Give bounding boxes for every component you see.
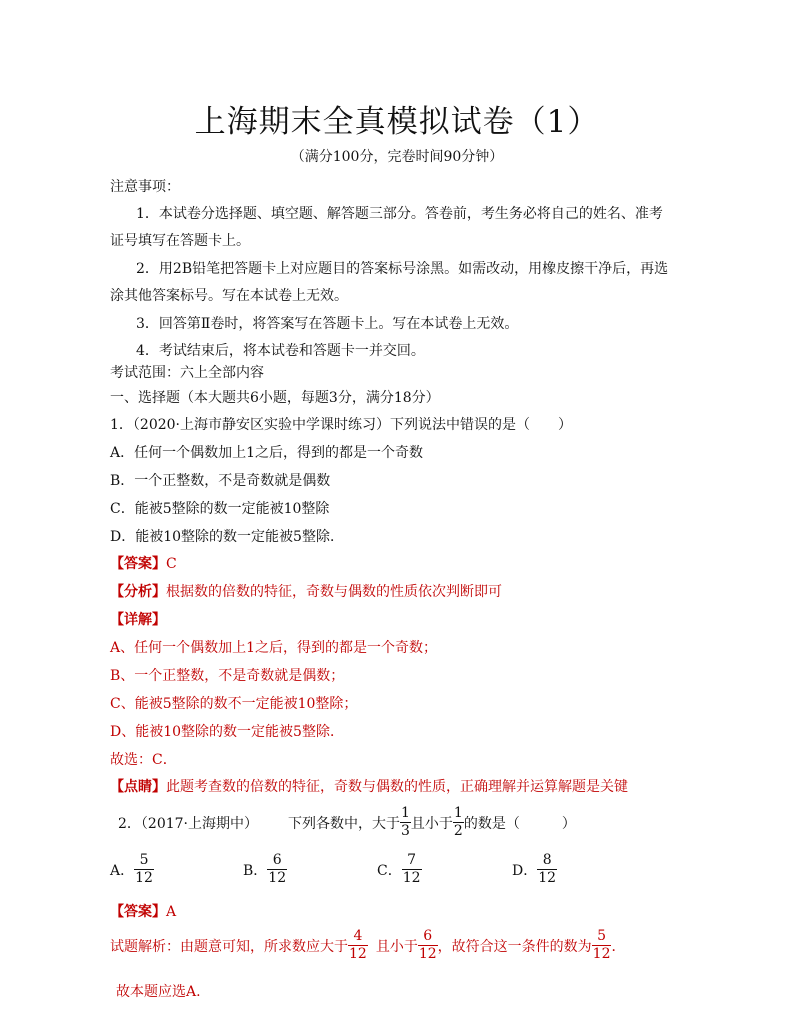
detail-label: 【详解】: [110, 612, 166, 628]
analysis-text: 根据数的倍数的特征，奇数与偶数的性质依次判断即可: [166, 584, 502, 600]
question-2-text: 的数是（ ）: [463, 815, 576, 832]
exam-scope: 考试范围：六上全部内容: [110, 365, 264, 381]
notes-heading: 注意事项：: [110, 179, 180, 195]
detail-line: D、能被10整除的数一定能被5整除．: [110, 724, 344, 740]
fraction: $\frac{5}{12}$: [592, 928, 611, 962]
fraction: $\frac{4}{12}$: [349, 928, 367, 962]
section-heading: 一、选择题（本大题共6小题，每题3分，满分18分）: [110, 390, 440, 406]
question-1-option-b: B．一个正整数，不是奇数就是偶数: [110, 473, 331, 489]
detail-line: A、任何一个偶数加上1之后，得到的都是一个奇数；: [110, 640, 438, 656]
question-2-prefix: 2．（2017·上海期中）: [118, 815, 258, 832]
analysis-label: 【分析】: [110, 584, 166, 600]
question-2-option-d: D． $\frac{8}{12}$: [512, 852, 557, 886]
note-line: 涂其他答案标号。写在本试卷上无效。: [110, 288, 348, 304]
question-1-stem: 1．（2020·上海市静安区实验中学课时练习）下列说法中错误的是（ ）: [110, 417, 572, 433]
fraction: $\frac{8}{12}$: [538, 852, 557, 886]
question-1-comment: [110, 776, 628, 796]
detail-line: B、一个正整数，不是奇数就是偶数；: [110, 668, 345, 684]
question-1-option-d: D．能被10整除的数一定能被5整除．: [110, 529, 344, 545]
detail-line: C、能被5整除的数不一定能被10整除；: [110, 696, 358, 712]
question-2-option-b: B． $\frac{6}{12}$: [243, 852, 287, 886]
answer-value: C: [166, 556, 177, 572]
question-2-final: 故本题应选A.: [116, 984, 201, 1000]
fraction: $\frac{5}{12}$: [135, 852, 153, 886]
question-2-option-c: C． $\frac{7}{12}$: [377, 852, 421, 886]
question-1-conclusion: 故选：C．: [110, 752, 177, 768]
question-1-answer: [110, 553, 177, 573]
note-line: 3．回答第Ⅱ卷时，将答案写在答题卡上。写在本试卷上无效。: [136, 316, 519, 332]
question-1-option-c: C．能被5整除的数一定能被10整除: [110, 501, 330, 517]
page-title: 上海期末全真模拟试卷（1）: [194, 104, 600, 140]
question-1-option-a: A．任何一个偶数加上1之后，得到的都是一个奇数: [110, 445, 424, 461]
fraction: $\frac{1}{3}$: [401, 805, 410, 839]
fraction: $\frac{7}{12}$: [402, 852, 421, 886]
page-subtitle: （满分100分，完卷时间90分钟）: [290, 149, 504, 165]
note-line: 4．考试结束后，将本试卷和答题卡一并交回。: [136, 343, 425, 359]
answer-label: 【答案】: [110, 904, 166, 920]
fraction: $\frac{6}{12}$: [268, 852, 287, 886]
question-2-text: 下列各数中，大于: [288, 815, 400, 832]
comment-text: 此题考查数的倍数的特征，奇数与偶数的性质，正确理解并运算解题是关键: [166, 779, 628, 795]
question-2-solution: 试题解析：由题意可知，所求数应大于 $\frac{4}{12}$ 且小于 $\frac{6}{12}$ ，故符合这一条件的数为 $\frac{5}{12}$ ．: [110, 928, 626, 962]
answer-label: 【答案】: [110, 556, 166, 572]
question-2-option-a: A． $\frac{5}{12}$: [110, 852, 153, 886]
question-2-stem: [118, 805, 576, 840]
question-2-text: 且小于: [410, 815, 453, 832]
answer-value: A: [166, 904, 177, 920]
question-2-answer: [110, 901, 176, 921]
fraction: $\frac{6}{12}$: [418, 928, 437, 962]
question-1-analysis: [110, 581, 502, 601]
note-line: 2．用2B铅笔把答题卡上对应题目的答案标号涂黑。如需改动，用橡皮擦干净后，再选: [136, 261, 669, 277]
fraction: $\frac{1}{2}$: [453, 805, 463, 839]
note-line: 1．本试卷分选择题、填空题、解答题三部分。答卷前，考生务必将自己的姓名、准考: [136, 206, 663, 222]
comment-label: 【点睛】: [110, 779, 166, 795]
note-line: 证号填写在答题卡上。: [110, 233, 250, 249]
